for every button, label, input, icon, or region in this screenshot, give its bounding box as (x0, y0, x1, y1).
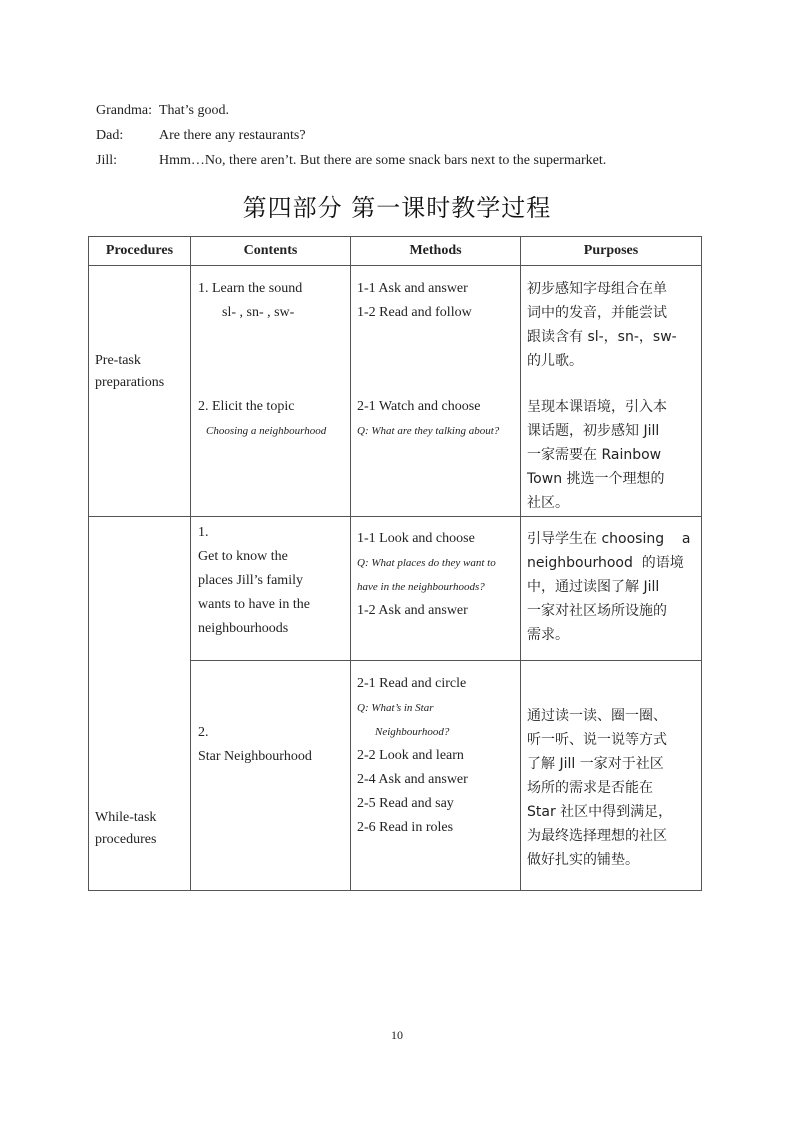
method-text: 2-1 Read and circle (357, 676, 467, 691)
dialogue-text: Are there any restaurants? (159, 128, 306, 143)
method-question: Q: What’s in Star (357, 702, 434, 714)
speaker: Dad: (96, 128, 124, 143)
purposes-cell (521, 517, 702, 661)
purpose-text: 一家对社区场所设施的 (527, 603, 667, 619)
dialogue-line (96, 148, 606, 173)
content-text: sl- , sn- , sw- (222, 305, 295, 320)
header-procedures: Procedures (89, 237, 191, 266)
content-text: 1. Learn the sound (198, 281, 303, 296)
methods-cell (351, 661, 521, 891)
purpose-text: 引导学生在 choosing a (527, 531, 691, 547)
header-methods: Methods (351, 237, 521, 266)
procedure-label: Pre-task (95, 353, 141, 368)
dialogue-line (96, 98, 606, 123)
content-text: Get to know the (198, 549, 288, 564)
dialogue-text: Hmm…No, there aren’t. But there are some snack bars next to the supermarket. (159, 153, 607, 168)
method-text: 2-6 Read in roles (357, 820, 454, 835)
page-number: 10 (391, 1028, 403, 1042)
procedure-label: While-task (95, 810, 157, 825)
header-purposes: Purposes (521, 237, 702, 266)
dialogue (96, 98, 606, 173)
purpose-text: 场所的需求是否能在 (527, 780, 653, 796)
table-row-pre-task (89, 266, 702, 517)
table-header-row (89, 237, 702, 266)
method-question: Neighbourhood? (375, 726, 450, 738)
purpose-text: 呈现本课语境，引入本 (527, 399, 667, 415)
speaker: Jill: (96, 153, 118, 168)
contents-cell (191, 661, 351, 891)
procedure-cell (89, 517, 191, 891)
contents-cell (191, 266, 351, 517)
content-text: 1. (198, 525, 209, 540)
dialogue-text: That’s good. (159, 103, 229, 118)
method-text: 1-2 Read and follow (357, 305, 472, 320)
purpose-text: 初步感知字母组合在单 (527, 281, 667, 297)
method-text: 2-1 Watch and choose (357, 399, 481, 414)
methods-cell (351, 517, 521, 661)
method-question: Q: What are they talking about? (357, 425, 500, 437)
purpose-text: 听一听、说一说等方式 (527, 732, 667, 748)
method-text: 1-1 Ask and answer (357, 281, 468, 296)
header-contents: Contents (191, 237, 351, 266)
purpose-text: 中，通过读图了解 Jill (527, 579, 660, 595)
purpose-text: Town 挑选一个理想的 (527, 471, 665, 487)
method-text: 2-2 Look and learn (357, 748, 464, 763)
method-text: 1-1 Look and choose (357, 531, 475, 546)
purposes-cell (521, 661, 702, 891)
content-text: neighbourhoods (198, 621, 289, 636)
procedure-label: procedures (95, 832, 157, 847)
purpose-text: neighbourhood 的语境 (527, 555, 684, 571)
procedure-label: preparations (95, 375, 165, 390)
purpose-text: 社区。 (527, 495, 569, 511)
method-text: 2-5 Read and say (357, 796, 454, 811)
purpose-text: 为最终选择理想的社区 (527, 828, 667, 844)
purpose-text: 做好扎实的铺垫。 (527, 852, 639, 868)
method-text: 2-4 Ask and answer (357, 772, 468, 787)
lesson-procedure-table (88, 236, 702, 891)
purpose-text: 课话题，初步感知 Jill (527, 423, 660, 439)
content-text: Star Neighbourhood (198, 749, 312, 764)
purpose-text: 需求。 (527, 627, 569, 643)
content-topic: Choosing a neighbourhood (206, 425, 327, 437)
methods-cell (351, 266, 521, 517)
dialogue-line (96, 123, 606, 148)
contents-cell (191, 517, 351, 661)
section-title: 第四部分 第一课时教学过程 (242, 194, 552, 222)
purpose-text: Star 社区中得到满足， (527, 804, 673, 820)
method-question: have in the neighbourhoods? (357, 581, 485, 593)
purpose-text: 通过读一读、圈一圈、 (527, 708, 667, 724)
purpose-text: 了解 Jill 一家对于社区 (527, 756, 664, 772)
purpose-text: 词中的发音，并能尝试 (527, 305, 667, 321)
method-text: 1-2 Ask and answer (357, 603, 468, 618)
content-text: places Jill’s family (198, 573, 303, 588)
procedure-cell (89, 266, 191, 517)
purposes-cell (521, 266, 702, 517)
content-text: 2. (198, 725, 209, 740)
purpose-text: 跟读含有 sl-，sn-，sw- (527, 329, 677, 345)
method-question: Q: What places do they want to (357, 557, 496, 569)
content-text: 2. Elicit the topic (198, 399, 295, 414)
purpose-text: 的儿歌。 (527, 353, 583, 369)
speaker: Grandma: (96, 103, 152, 118)
table-row-while-task-1 (89, 517, 702, 661)
content-text: wants to have in the (198, 597, 310, 612)
purpose-text: 一家需要在 Rainbow (527, 447, 662, 463)
